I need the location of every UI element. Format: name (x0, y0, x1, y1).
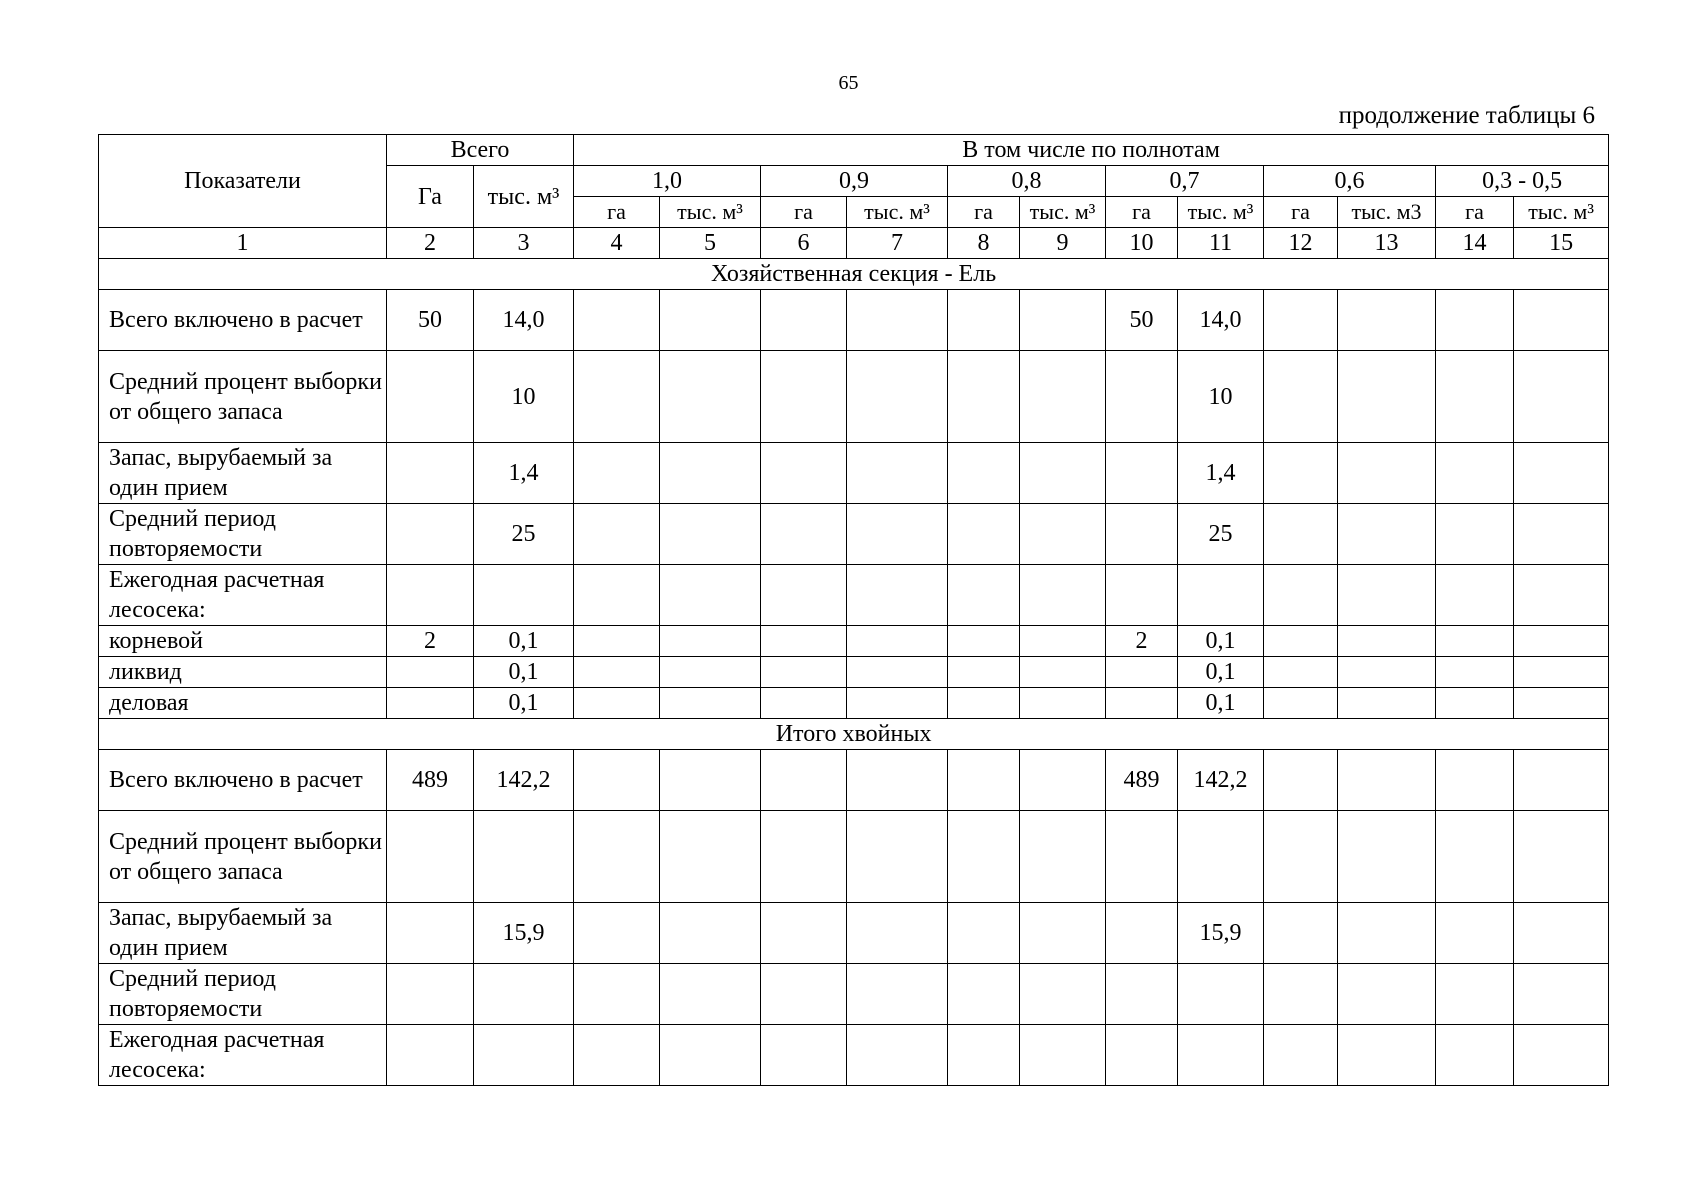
table-cell (1436, 1025, 1514, 1086)
table-cell (1264, 626, 1338, 657)
column-number: 3 (474, 228, 574, 259)
table-cell (1106, 964, 1178, 1025)
table-cell (660, 443, 761, 504)
table-cell (660, 1025, 761, 1086)
table-cell (1338, 504, 1436, 565)
header-sub-ha: га (948, 197, 1020, 228)
table-cell (847, 811, 948, 903)
table-cell: 0,1 (474, 626, 574, 657)
table-cell (1436, 903, 1514, 964)
table-cell: 0,1 (474, 657, 574, 688)
header-sub-volume: тыс. м³ (1178, 197, 1264, 228)
row-label: ликвид (99, 657, 387, 688)
table-cell (1020, 1025, 1106, 1086)
table-cell (1264, 688, 1338, 719)
table-cell (847, 565, 948, 626)
table-cell (948, 688, 1020, 719)
table-cell (1436, 565, 1514, 626)
table-cell (1106, 903, 1178, 964)
table-cell (1178, 811, 1264, 903)
row-label: Всего включено в расчет (99, 750, 387, 811)
table-cell (847, 626, 948, 657)
table-cell (948, 811, 1020, 903)
table-cell (761, 688, 847, 719)
table-cell (574, 290, 660, 351)
table-cell: 1,4 (474, 443, 574, 504)
table-cell (1338, 688, 1436, 719)
table-cell (660, 351, 761, 443)
row-label: Средний процент выборки от общего запаса (99, 351, 387, 443)
table-cell (574, 351, 660, 443)
table-cell (1436, 443, 1514, 504)
table-cell: 50 (387, 290, 474, 351)
table-cell (948, 290, 1020, 351)
table-cell: 10 (1178, 351, 1264, 443)
table-cell (1514, 688, 1609, 719)
table-cell (1020, 565, 1106, 626)
table-cell (387, 351, 474, 443)
table-row (99, 443, 1609, 504)
section-title: Итого хвойных (99, 719, 1609, 750)
table-cell (1338, 351, 1436, 443)
header-sub-ha: га (1264, 197, 1338, 228)
table-cell (474, 1025, 574, 1086)
table-cell (847, 504, 948, 565)
table-cell: 2 (1106, 626, 1178, 657)
table-cell (574, 750, 660, 811)
table-cell (948, 964, 1020, 1025)
table-cell (1106, 657, 1178, 688)
table-cell (1514, 657, 1609, 688)
table-cell (1514, 565, 1609, 626)
header-sub-ha: га (1106, 197, 1178, 228)
table-cell (574, 1025, 660, 1086)
table-cell (847, 964, 948, 1025)
table-cell (948, 903, 1020, 964)
table-row (99, 688, 1609, 719)
table-cell (1020, 903, 1106, 964)
table-cell (1020, 443, 1106, 504)
header-density: 0,3 - 0,5 (1436, 166, 1609, 197)
column-number: 4 (574, 228, 660, 259)
row-label: Средний период повторяемости (99, 504, 387, 565)
header-including: В том числе по полнотам (574, 135, 1609, 166)
table-cell (660, 964, 761, 1025)
table-cell (1338, 811, 1436, 903)
table-cell (1178, 1025, 1264, 1086)
table-cell (660, 504, 761, 565)
table-cell (847, 1025, 948, 1086)
table-cell: 10 (474, 351, 574, 443)
table-cell (1020, 750, 1106, 811)
table-cell (1020, 290, 1106, 351)
table-cell (1106, 811, 1178, 903)
column-number: 12 (1264, 228, 1338, 259)
header-density: 0,8 (948, 166, 1106, 197)
table-cell (1436, 964, 1514, 1025)
table-cell (1020, 811, 1106, 903)
table-cell (660, 750, 761, 811)
table-cell (948, 657, 1020, 688)
table-cell (1338, 964, 1436, 1025)
table-cell (1436, 688, 1514, 719)
table-cell (948, 443, 1020, 504)
table-cell (1264, 811, 1338, 903)
table-row (99, 1025, 1609, 1086)
header-density: 0,7 (1106, 166, 1264, 197)
table-cell (1178, 964, 1264, 1025)
table-cell (761, 443, 847, 504)
table-cell (1106, 1025, 1178, 1086)
table-cell (847, 903, 948, 964)
table-cell (660, 688, 761, 719)
table-cell (1264, 290, 1338, 351)
header-total-ha: Га (387, 166, 474, 228)
section-title: Хозяйственная секция - Ель (99, 259, 1609, 290)
table-cell (1436, 504, 1514, 565)
table-cell (1436, 811, 1514, 903)
table-cell: 142,2 (474, 750, 574, 811)
table-cell (387, 688, 474, 719)
column-number: 13 (1338, 228, 1436, 259)
column-number: 8 (948, 228, 1020, 259)
table-cell (574, 443, 660, 504)
table-cell: 142,2 (1178, 750, 1264, 811)
table-cell (1020, 657, 1106, 688)
table-cell (474, 964, 574, 1025)
header-total: Всего (387, 135, 574, 166)
table-cell (948, 565, 1020, 626)
table-cell: 0,1 (1178, 688, 1264, 719)
table-cell (574, 964, 660, 1025)
table-cell: 489 (1106, 750, 1178, 811)
header-sub-volume: тыс. м³ (660, 197, 761, 228)
table-row (99, 750, 1609, 811)
table-cell (574, 688, 660, 719)
table-cell (1514, 750, 1609, 811)
row-label: Всего включено в расчет (99, 290, 387, 351)
table-cell (1264, 1025, 1338, 1086)
table-cell (1338, 1025, 1436, 1086)
table-cell (387, 903, 474, 964)
table-cell (847, 750, 948, 811)
table-cell (387, 443, 474, 504)
table-cell (1264, 565, 1338, 626)
table-cell (574, 811, 660, 903)
table-row (99, 565, 1609, 626)
table-cell (1436, 657, 1514, 688)
table-row (99, 903, 1609, 964)
column-number: 11 (1178, 228, 1264, 259)
table-cell (1514, 1025, 1609, 1086)
table-cell (387, 811, 474, 903)
table-cell (660, 657, 761, 688)
table-cell (761, 565, 847, 626)
table-cell (1436, 351, 1514, 443)
table-cell: 25 (474, 504, 574, 565)
data-table (98, 134, 1609, 1086)
table-cell (660, 811, 761, 903)
table-cell (1106, 351, 1178, 443)
table-cell (1436, 626, 1514, 657)
column-number: 5 (660, 228, 761, 259)
table-cell (1436, 750, 1514, 811)
table-cell (948, 351, 1020, 443)
table-cell (1020, 504, 1106, 565)
table-cell: 50 (1106, 290, 1178, 351)
table-cell (1106, 443, 1178, 504)
section-title-row (99, 719, 1609, 750)
section-title-row (99, 259, 1609, 290)
table-row (99, 626, 1609, 657)
table-cell (1338, 657, 1436, 688)
table-row (99, 504, 1609, 565)
table-row (99, 811, 1609, 903)
header-sub-volume: тыс. м³ (1020, 197, 1106, 228)
table-cell (660, 903, 761, 964)
header-density: 0,9 (761, 166, 948, 197)
row-label: корневой (99, 626, 387, 657)
table-cell (761, 626, 847, 657)
table-cell (847, 657, 948, 688)
table-cell (1264, 903, 1338, 964)
header-sub-volume: тыс. м³ (1514, 197, 1609, 228)
table-caption: продолжение таблицы 6 (1338, 102, 1595, 129)
table-cell (474, 565, 574, 626)
table-cell (1514, 811, 1609, 903)
table-cell (574, 565, 660, 626)
table-cell: 14,0 (1178, 290, 1264, 351)
table-cell (1514, 964, 1609, 1025)
table-cell (574, 626, 660, 657)
table-cell (660, 565, 761, 626)
table-cell (1020, 688, 1106, 719)
column-number: 10 (1106, 228, 1178, 259)
header-density: 1,0 (574, 166, 761, 197)
table-cell (474, 811, 574, 903)
table-cell: 14,0 (474, 290, 574, 351)
table-cell (1514, 504, 1609, 565)
table-cell (1338, 565, 1436, 626)
header-sub-ha: га (574, 197, 660, 228)
table-cell (1514, 351, 1609, 443)
table-cell (574, 657, 660, 688)
table-cell (1106, 504, 1178, 565)
table-cell (1178, 565, 1264, 626)
table-cell (1264, 504, 1338, 565)
table-cell (847, 688, 948, 719)
column-number: 1 (99, 228, 387, 259)
row-label: деловая (99, 688, 387, 719)
header-sub-ha: га (761, 197, 847, 228)
header-total-volume: тыс. м³ (474, 166, 574, 228)
table-cell (1264, 964, 1338, 1025)
column-number: 15 (1514, 228, 1609, 259)
header-indicators: Показатели (99, 135, 387, 228)
header-sub-ha: га (1436, 197, 1514, 228)
table-cell: 25 (1178, 504, 1264, 565)
table-cell (1436, 290, 1514, 351)
table-cell (1514, 903, 1609, 964)
table-cell (1020, 351, 1106, 443)
table-cell (761, 351, 847, 443)
table-cell (1264, 351, 1338, 443)
table-row (99, 657, 1609, 688)
table-cell (1106, 565, 1178, 626)
column-number: 14 (1436, 228, 1514, 259)
table-cell (761, 903, 847, 964)
table-cell (761, 750, 847, 811)
table-cell (948, 750, 1020, 811)
table-cell: 489 (387, 750, 474, 811)
column-number: 2 (387, 228, 474, 259)
column-numbers-row (99, 228, 1609, 259)
table-cell (387, 1025, 474, 1086)
table-row (99, 351, 1609, 443)
table-cell: 0,1 (474, 688, 574, 719)
header-sub-volume: тыс. м3 (1338, 197, 1436, 228)
table-cell (660, 626, 761, 657)
table-cell (847, 443, 948, 504)
table-cell (1020, 626, 1106, 657)
table-cell (761, 290, 847, 351)
page-number: 65 (838, 72, 859, 94)
table-row (99, 290, 1609, 351)
table-cell: 0,1 (1178, 657, 1264, 688)
table-cell (761, 811, 847, 903)
table-cell: 1,4 (1178, 443, 1264, 504)
column-number: 6 (761, 228, 847, 259)
table-cell (1338, 903, 1436, 964)
table-cell (387, 504, 474, 565)
table-cell (574, 504, 660, 565)
row-label: Ежегодная расчетная лесосека: (99, 1025, 387, 1086)
table-row (99, 964, 1609, 1025)
table-cell (1020, 964, 1106, 1025)
header-density: 0,6 (1264, 166, 1436, 197)
table-cell (1338, 750, 1436, 811)
table-cell (761, 504, 847, 565)
table-cell (948, 504, 1020, 565)
table-cell (1106, 688, 1178, 719)
table-cell (948, 626, 1020, 657)
table-cell (1338, 443, 1436, 504)
column-number: 9 (1020, 228, 1106, 259)
row-label: Средний период повторяемости (99, 964, 387, 1025)
table-cell (1514, 290, 1609, 351)
table-cell (1514, 626, 1609, 657)
table-cell (1264, 443, 1338, 504)
table-cell (387, 657, 474, 688)
table-cell: 2 (387, 626, 474, 657)
table-cell: 15,9 (1178, 903, 1264, 964)
table-cell (1264, 750, 1338, 811)
table-cell (761, 657, 847, 688)
header-sub-volume: тыс. м³ (847, 197, 948, 228)
table-cell: 0,1 (1178, 626, 1264, 657)
table-cell (761, 1025, 847, 1086)
table-cell (1338, 290, 1436, 351)
table-cell (574, 903, 660, 964)
table-cell (847, 290, 948, 351)
table-cell (1514, 443, 1609, 504)
row-label: Средний процент выборки от общего запаса (99, 811, 387, 903)
table-cell (1338, 626, 1436, 657)
row-label: Запас, вырубаемый за один прием (99, 443, 387, 504)
table-cell (1264, 657, 1338, 688)
row-label: Запас, вырубаемый за один прием (99, 903, 387, 964)
table-cell (387, 565, 474, 626)
table-cell: 15,9 (474, 903, 574, 964)
row-label: Ежегодная расчетная лесосека: (99, 565, 387, 626)
table-cell (761, 964, 847, 1025)
column-number: 7 (847, 228, 948, 259)
table-cell (847, 351, 948, 443)
table-cell (948, 1025, 1020, 1086)
table-cell (387, 964, 474, 1025)
table-cell (660, 290, 761, 351)
